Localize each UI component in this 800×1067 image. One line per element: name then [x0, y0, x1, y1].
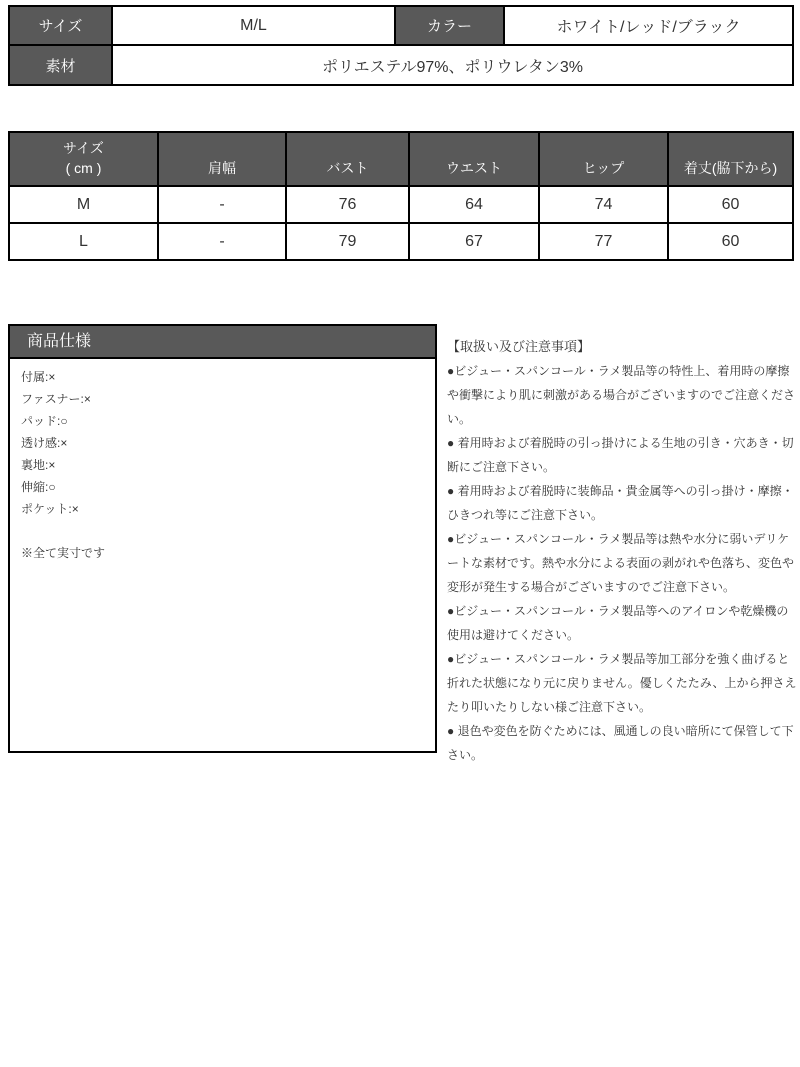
- product-attributes-table: [8, 5, 794, 86]
- size-m-label-cell: M: [9, 186, 158, 223]
- spec-item-pad: パッド:○: [21, 414, 68, 428]
- product-spec-box-title: 商品仕様: [10, 326, 435, 359]
- size-l-shoulder-cell: -: [158, 223, 286, 260]
- color-label-cell: カラー: [395, 6, 504, 45]
- handling-note-snagging: ● 着用時および着脱時の引っ掛けによる生地の引き・穴あき・切断にご注意下さい。: [447, 436, 794, 474]
- handling-note-heat-moisture: ●ビジュー・スパンコール・ラメ製品等は熱や水分に弱いデリケートな素材です。熱や水分による表面の剥がれや色落ち、変色や変形が発生する場合がございますのでご注意下さい。: [447, 532, 795, 594]
- size-l-label-cell: L: [9, 223, 158, 260]
- material-label-cell: 素材: [9, 45, 112, 85]
- size-cm-header-line1: サイズ: [63, 140, 104, 156]
- color-value-cell: ホワイト/レッド/ブラック: [504, 6, 793, 45]
- shoulder-header-cell: 肩幅: [158, 132, 286, 186]
- spec-item-lining: 裏地:×: [21, 458, 56, 472]
- size-l-waist-cell: 67: [409, 223, 539, 260]
- product-spec-list: [10, 359, 435, 564]
- handling-notes-title: 【取扱い及び注意事項】: [447, 339, 591, 354]
- handling-note-friction: ●ビジュー・スパンコール・ラメ製品等の特性上、着用時の摩擦や衝撃により肌に刺激がある場合がございますのでご注意ください。: [447, 364, 796, 426]
- size-row-m: [9, 186, 793, 223]
- spec-item-accessory: 付属:×: [21, 370, 56, 384]
- spec-item-pocket: ポケット:×: [21, 502, 79, 516]
- hip-header-cell: ヒップ: [539, 132, 668, 186]
- size-m-waist-cell: 64: [409, 186, 539, 223]
- size-label-cell: サイズ: [9, 6, 112, 45]
- size-row-l: [9, 223, 793, 260]
- size-l-bust-cell: 79: [286, 223, 409, 260]
- material-value-cell: ポリエステル97%、ポリウレタン3%: [112, 45, 793, 85]
- attributes-row-size-color: [9, 6, 793, 45]
- length-header-cell: 着丈(脇下から): [668, 132, 793, 186]
- size-m-length-cell: 60: [668, 186, 793, 223]
- waist-header-cell: ウエスト: [409, 132, 539, 186]
- size-table-header-row: [9, 132, 793, 186]
- spec-item-stretch: 伸縮:○: [21, 480, 56, 494]
- handling-note-storage: ● 退色や変色を防ぐためには、風通しの良い暗所にて保管して下さい。: [447, 724, 794, 762]
- attributes-row-material: [9, 45, 793, 85]
- size-l-length-cell: 60: [668, 223, 793, 260]
- product-spec-box: [8, 324, 437, 753]
- size-cm-header-line2: ( cm ): [65, 160, 102, 176]
- handling-notes: [447, 335, 797, 767]
- size-m-hip-cell: 74: [539, 186, 668, 223]
- size-measurement-table: [8, 131, 794, 261]
- handling-note-bending: ●ビジュー・スパンコール・ラメ製品等加工部分を強く曲げると折れた状態になり元に戻りません。優しくたたみ、上から押さえたり叩いたりしない様ご注意下さい。: [447, 652, 797, 714]
- spec-item-sheerness: 透け感:×: [21, 436, 68, 450]
- handling-note-iron-dryer: ●ビジュー・スパンコール・ラメ製品等へのアイロンや乾燥機の使用は避けてください。: [447, 604, 789, 642]
- size-value-cell: M/L: [112, 6, 395, 45]
- size-m-shoulder-cell: -: [158, 186, 286, 223]
- size-l-hip-cell: 77: [539, 223, 668, 260]
- size-cm-header-cell: [9, 132, 158, 186]
- bust-header-cell: バスト: [286, 132, 409, 186]
- spec-note-actual-measurement: ※全て実寸です: [21, 546, 106, 560]
- handling-note-jewelry: ● 着用時および着脱時に装飾品・貴金属等への引っ掛け・摩擦・ひきつれ等にご注意下さい。: [447, 484, 794, 522]
- size-m-bust-cell: 76: [286, 186, 409, 223]
- spec-item-fastener: ファスナー:×: [21, 392, 91, 406]
